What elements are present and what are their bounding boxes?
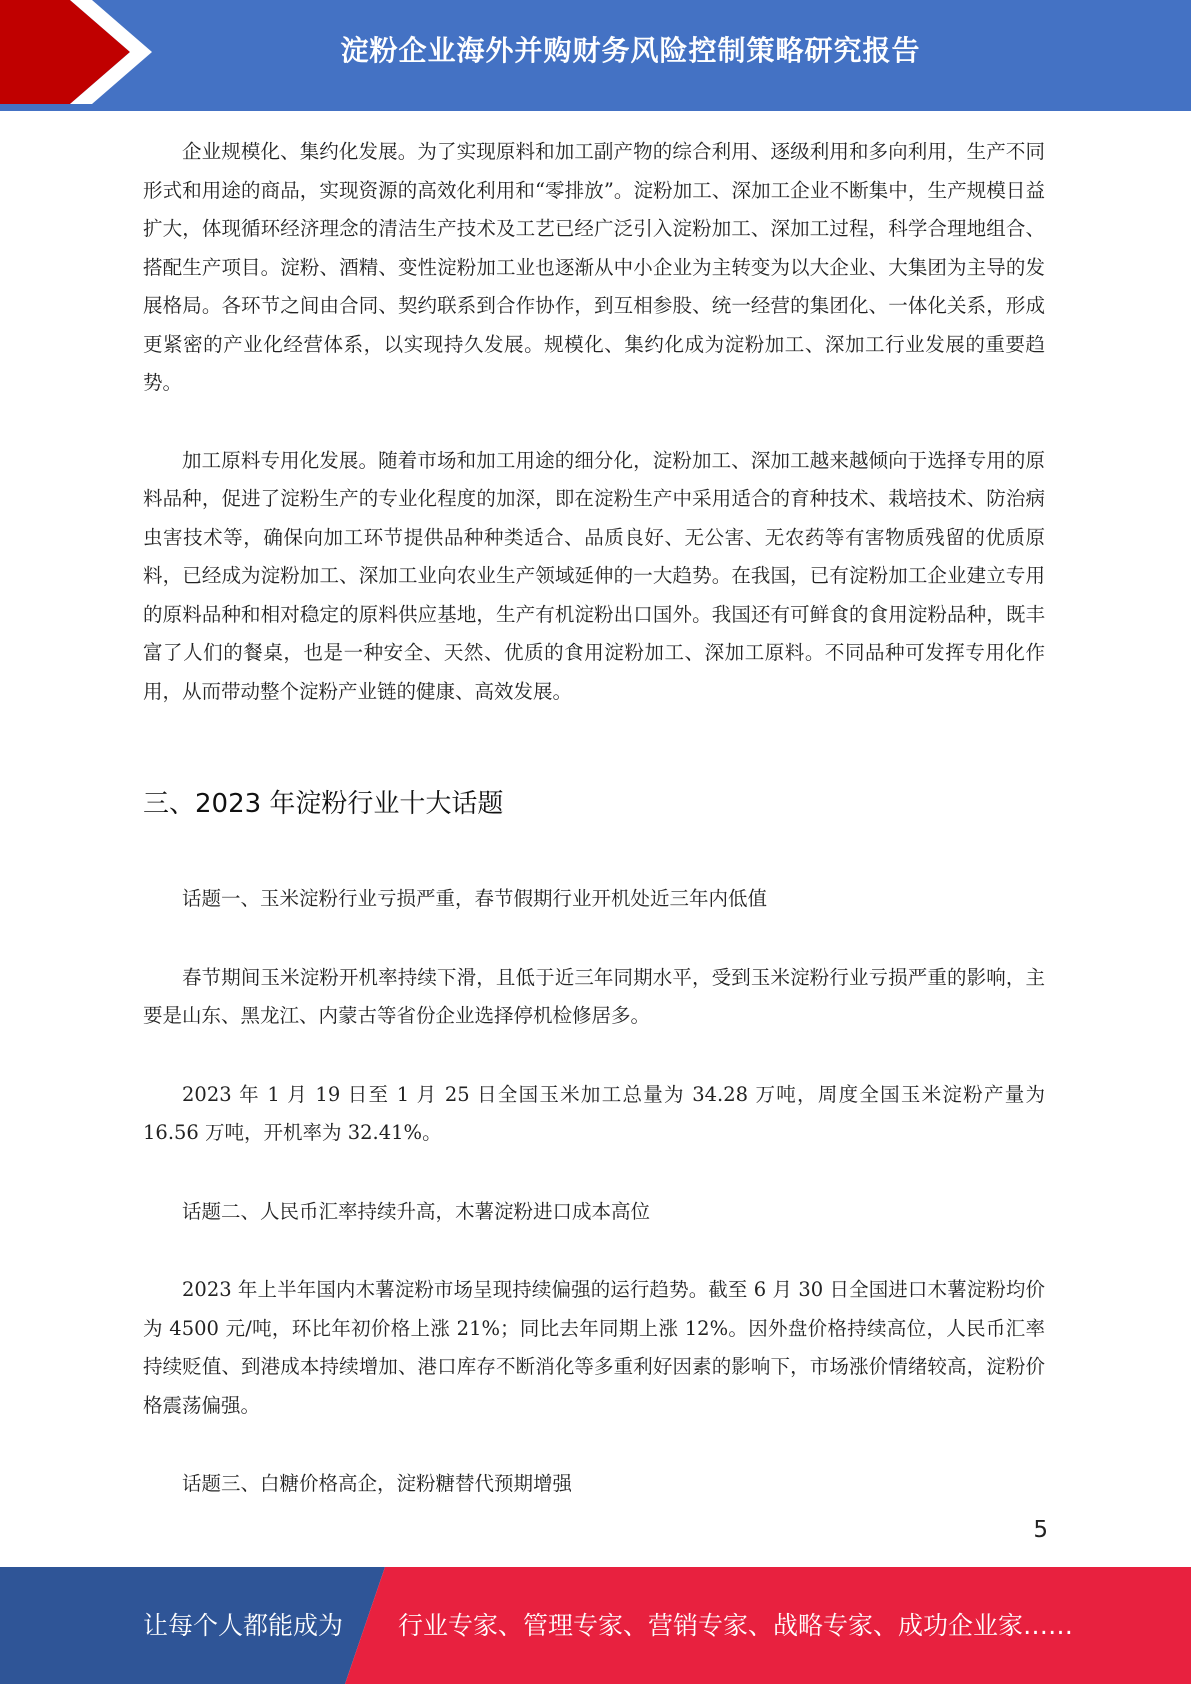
- section-heading: 三、2023 年淀粉行业十大话题: [143, 789, 504, 819]
- paragraph: 2023 年上半年国内木薯淀粉市场呈现持续偏强的运行趋势。截至 6 月 30 日全国进口木薯淀粉均价为 4500 元/吨，环比年初价格上涨 21%；同比去年同期上涨 12%。因外盘价格持续高位，人民币汇率持续贬值、到港成本持续增加、港口库存不断消化等多重利好因素的影响下，市场涨价情绪较高，淀粉价格震荡偏强。: [143, 1278, 1045, 1417]
- topic-title: 话题三、白糖价格高企，淀粉糖替代预期增强: [182, 1472, 573, 1495]
- footer-slogan-right: 行业专家、管理专家、营销专家、战略专家、成功企业家……: [398, 1611, 1074, 1640]
- paragraph: 加工原料专用化发展。随着市场和加工用途的细分化，淀粉加工、深加工越来越倾向于选择专用的原料品种，促进了淀粉生产的专业化程度的加深，即在淀粉生产中采用适合的育种技术、栽培技术、防治病虫害技术等，确保向加工环节提供品种种类适合、品质良好、无公害、无农药等有害物质残留的优质原料，已经成为淀粉加工、深加工业向农业生产领域延伸的一大趋势。在我国，已有淀粉加工企业建立专用的原料品种和相对稳定的原料供应基地，生产有机淀粉出口国外。我国还有可鲜食的食用淀粉品种，既丰富了人们的餐桌，也是一种安全、天然、优质的食用淀粉加工、深加工原料。不同品种可发挥专用化作用，从而带动整个淀粉产业链的健康、高效发展。: [143, 448, 1045, 703]
- paragraph: 企业规模化、集约化发展。为了实现原料和加工副产物的综合利用、逐级利用和多向利用，生产不同形式和用途的商品，实现资源的高效化利用和“零排放”。淀粉加工、深加工企业不断集中，生产规模日益扩大，体现循环经济理念的清洁生产技术及工艺已经广泛引入淀粉加工、深加工过程，科学合理地组合、搭配生产项目。淀粉、酒精、变性淀粉加工业也逐渐从中小企业为主转变为以大企业、大集团为主导的发展格局。各环节之间由合同、契约联系到合作协作，到互相参股、统一经营的集团化、一体化关系，形成更紧密的产业化经营体系，以实现持久发展。规模化、集约化成为淀粉加工、深加工行业发展的重要趋势。: [143, 140, 1045, 394]
- page-number: 5: [1033, 1517, 1048, 1543]
- topic-title: 话题一、玉米淀粉行业亏损严重，春节假期行业开机处近三年内低值: [182, 887, 768, 910]
- paragraph: 春节期间玉米淀粉开机率持续下滑，且低于近三年同期水平，受到玉米淀粉行业亏损严重的影响，主要是山东、黑龙江、内蒙古等省份企业选择停机检修居多。: [143, 965, 1045, 1027]
- topic-title: 话题二、人民币汇率持续升高，木薯淀粉进口成本高位: [182, 1199, 651, 1223]
- content-bottom: [143, 880, 1045, 1504]
- header-title: 淀粉企业海外并购财务风险控制策略研究报告: [340, 34, 921, 67]
- header-banner: [0, 0, 1191, 111]
- footer-banner: [0, 1567, 1191, 1684]
- content-top: [143, 133, 1045, 711]
- header-underline: [0, 108, 1191, 111]
- paragraph: 2023 年 1 月 19 日至 1 月 25 日全国玉米加工总量为 34.28 万吨，周度全国玉米淀粉产量为 16.56 万吨，开机率为 32.41%。: [143, 1082, 1045, 1144]
- footer-slogan-left: 让每个人都能成为: [143, 1611, 344, 1640]
